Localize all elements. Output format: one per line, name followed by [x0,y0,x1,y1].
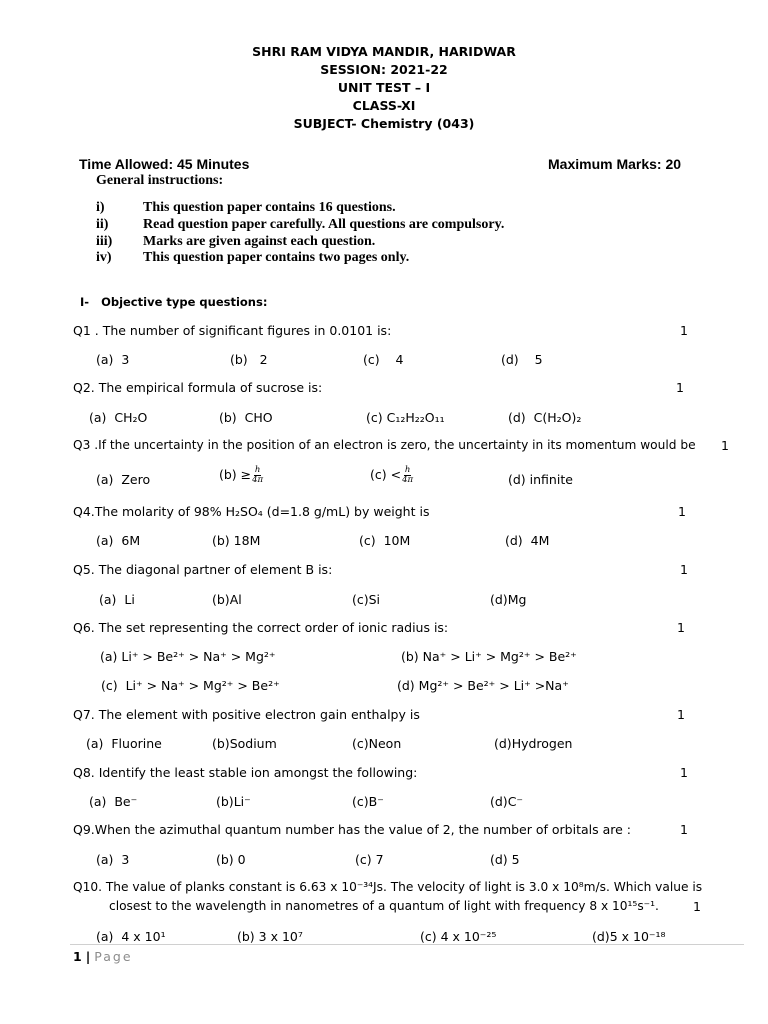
question-text: Q7. The element with positive electron gain enthalpy is [73,707,420,722]
instructions-heading: General instructions: [96,173,224,188]
question-text: Q4.The molarity of 98% H₂SO₄ (d=1.8 g/mL) by weight is [73,504,430,519]
option: (b) 2 [230,352,268,367]
option: (d)5 x 10⁻¹⁸ [592,929,666,944]
option: (d) C(H₂O)₂ [508,410,582,425]
instruction-text: Marks are given against each question. [143,234,376,249]
option: (d)C⁻ [490,794,524,809]
question-mark: 1 [680,822,688,837]
question-mark: 1 [677,620,685,635]
maximum-marks: Maximum Marks: 20 [548,156,682,172]
subject-line: SUBJECT- Chemistry (043) [293,116,475,131]
footer-separator: | [85,949,91,964]
option-label: (c) < [370,467,402,482]
instruction-text: This question paper contains 16 questions. [143,200,396,215]
option: (a) 3 [96,352,130,367]
option: (c) C₁₂H₂₂O₁₁ [366,410,445,425]
option: (c)Si [352,592,381,607]
option: (d) infinite [508,472,573,487]
option-b [219,466,263,485]
option: (a) Li [99,592,135,607]
question-text: Q8. Identify the least stable ion amongst the following: [73,765,418,780]
option: (d) 5 [490,852,520,867]
instruction-text: Read question paper carefully. All questions are compulsory. [143,217,505,232]
question-text: Q5. The diagonal partner of element B is: [73,562,333,577]
option: (b) CHO [219,410,273,425]
option: (a) Be⁻ [89,794,138,809]
option: (b) 0 [216,852,246,867]
option: (d) 4M [505,533,550,548]
option: (c) 7 [355,852,384,867]
instruction-text: This question paper contains two pages only. [143,250,410,265]
instruction-num: ii) [96,217,109,232]
time-allowed: Time Allowed: 45 Minutes [79,156,250,172]
h-over-4pi-fraction: $\frac{h}{4\pi}$ [402,465,414,485]
option: (a) Li⁺ > Be²⁺ > Na⁺ > Mg²⁺ [100,649,276,664]
option: (c) 4 x 10⁻²⁵ [420,929,497,944]
question-text: Q9.When the azimuthal quantum number has the value of 2, the number of orbitals are : [73,822,631,837]
test-line: UNIT TEST – I [337,80,431,95]
instruction-num: i) [96,200,105,215]
option: (b) Na⁺ > Li⁺ > Mg²⁺ > Be²⁺ [401,649,577,664]
option: (a) 4 x 10¹ [96,929,166,944]
question-text: Q10. The value of planks constant is 6.63 x 10⁻³⁴Js. The velocity of light is 3.0 x 10⁸m/s. Which value is [73,880,703,894]
question-mark: 1 [677,707,685,722]
question-mark: 1 [721,438,729,453]
footer-divider [70,944,744,945]
option: (b)Sodium [212,736,277,751]
option: (a) 3 [96,852,130,867]
option: (b)Li⁻ [216,794,251,809]
question-text: Q1 . The number of significant figures in 0.0101 is: [73,323,392,338]
option: (d) 5 [501,352,543,367]
option: (c) 10M [359,533,411,548]
question-text: Q3 .If the uncertainty in the position of an electron is zero, the uncertainty in its momentum would be [73,438,696,452]
option: (a) Fluorine [86,736,162,751]
option: (b)Al [212,592,242,607]
session-line: SESSION: 2021-22 [320,62,448,77]
question-mark: 1 [680,323,688,338]
question-mark: 1 [676,380,684,395]
option: (c) Li⁺ > Na⁺ > Mg²⁺ > Be²⁺ [101,678,280,693]
option-label: (b) ≥ [219,467,252,482]
page-footer [73,949,133,964]
question-text: Q2. The empirical formula of sucrose is: [73,380,323,395]
class-line: CLASS-XI [352,98,416,113]
option: (a) Zero [96,472,151,487]
page-number: 1 [73,949,82,964]
option-c [370,466,413,485]
option: (c) 4 [363,352,404,367]
question-mark: 1 [680,562,688,577]
option: (a) 6M [96,533,141,548]
option: (d)Hydrogen [494,736,573,751]
option: (b) 18M [212,533,261,548]
question-text: Q6. The set representing the correct order of ionic radius is: [73,620,449,635]
section-title: I- Objective type questions: [80,295,268,309]
school-name: SHRI RAM VIDYA MANDIR, HARIDWAR [252,44,516,59]
option: (a) CH₂O [89,410,148,425]
instruction-num: iii) [96,234,113,249]
option: (d)Mg [490,592,527,607]
instruction-num: iv) [96,250,112,265]
question-mark: 1 [680,765,688,780]
option: (d) Mg²⁺ > Be²⁺ > Li⁺ >Na⁺ [397,678,569,693]
question-mark: 1 [678,504,686,519]
option: (b) 3 x 10⁷ [237,929,303,944]
question-text-continued: closest to the wavelength in nanometres of a quantum of light with frequency 8 x 10¹⁵s⁻¹. [109,899,659,913]
h-over-4pi-fraction: $\frac{h}{4\pi}$ [252,465,264,485]
option: (c)B⁻ [352,794,384,809]
question-mark: 1 [693,899,701,914]
option: (c)Neon [352,736,402,751]
page-label: Page [94,949,133,964]
